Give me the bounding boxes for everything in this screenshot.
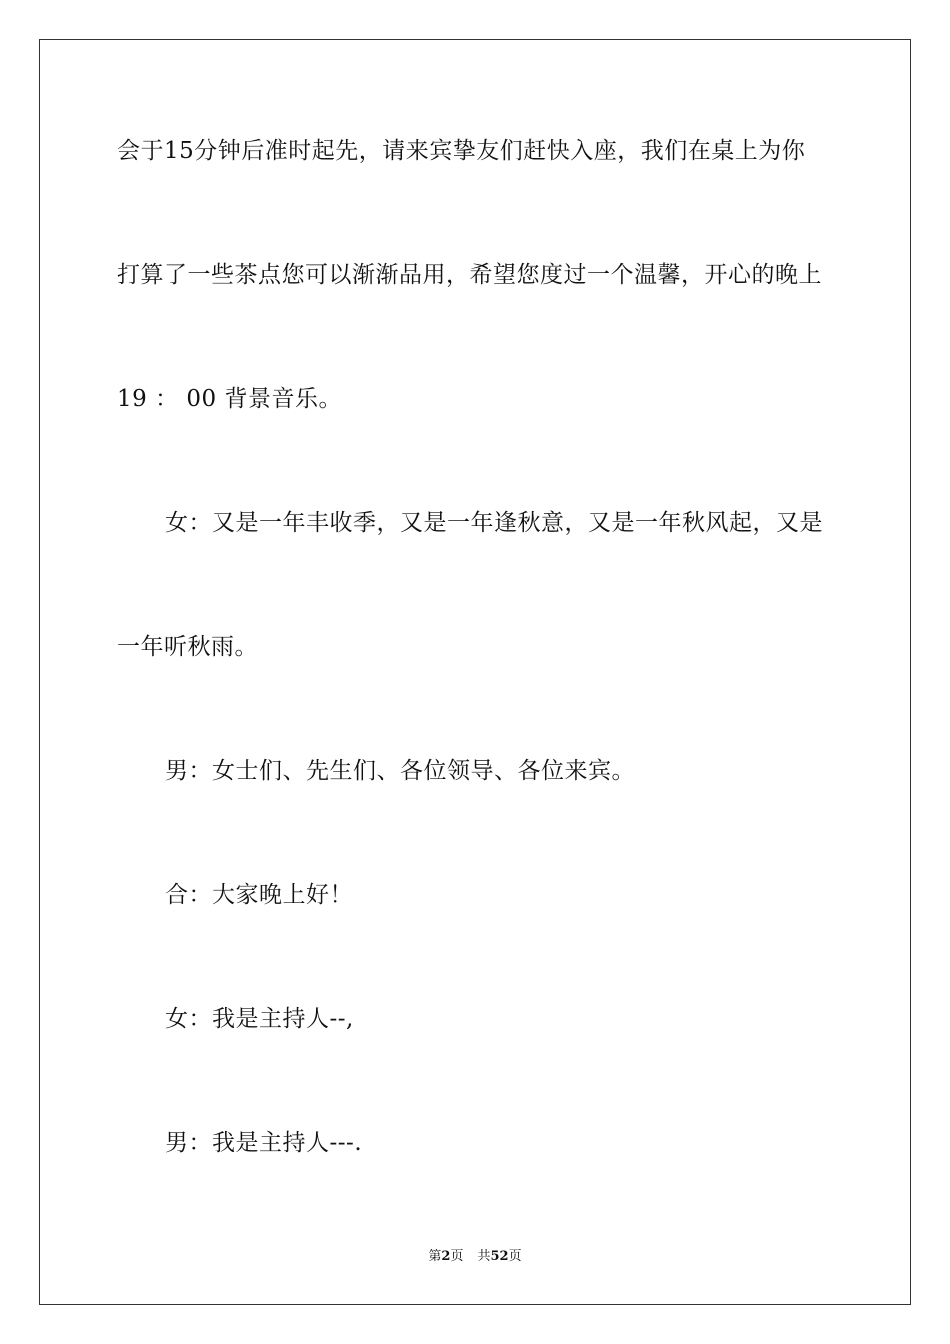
- body-line-5: 一年听秋雨。: [117, 634, 258, 660]
- body-line-3: 19 ： 00 背景音乐。: [117, 386, 342, 412]
- body-line-7: 合：大家晚上好！: [165, 882, 353, 908]
- body-line-2: 打算了一些茶点您可以渐渐品用，希望您度过一个温馨，开心的晚上: [117, 262, 822, 288]
- total-page-number: 52: [490, 1249, 509, 1264]
- body-line-4: 女：又是一年丰收季，又是一年逢秋意，又是一年秋风起，又是: [165, 510, 823, 536]
- current-page-number: 2: [441, 1249, 451, 1264]
- body-line-9: 男：我是主持人---.: [165, 1130, 363, 1156]
- total-unit: 页: [508, 1249, 522, 1264]
- page-footer: [0, 1248, 950, 1266]
- body-line-8: 女：我是主持人--,: [165, 1006, 354, 1032]
- body-line-1: 会于15分钟后准时起先，请来宾挚友们赶快入座，我们在桌上为你: [117, 138, 806, 164]
- page-prefix: 第: [428, 1249, 442, 1264]
- page-border: [39, 39, 911, 1305]
- body-line-6: 男：女士们、先生们、各位领导、各位来宾。: [165, 758, 635, 784]
- total-prefix: 共: [477, 1249, 491, 1264]
- page-unit: 页: [450, 1249, 464, 1264]
